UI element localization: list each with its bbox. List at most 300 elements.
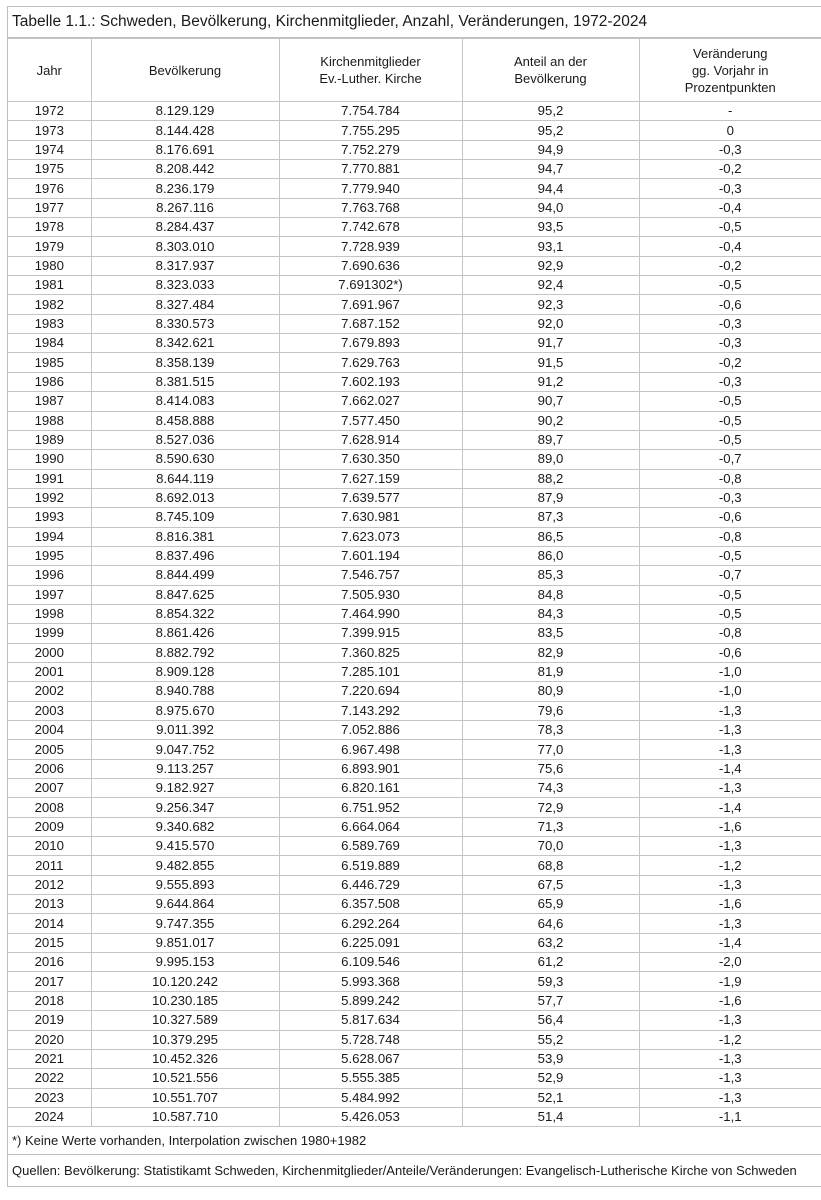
cell-year: 2005 [8,740,91,759]
cell-share: 94,9 [462,140,639,159]
cell-share: 88,2 [462,469,639,488]
cell-church-members: 7.728.939 [279,237,462,256]
table-row [8,624,821,643]
cell-population: 9.256.347 [91,798,279,817]
cell-year: 2019 [8,1011,91,1030]
cell-share: 86,0 [462,546,639,565]
cell-church-members: 6.967.498 [279,740,462,759]
cell-change: -0,5 [639,411,821,430]
cell-church-members: 6.357.508 [279,895,462,914]
cell-year: 2023 [8,1088,91,1107]
cell-church-members: 7.360.825 [279,643,462,662]
cell-population: 10.327.589 [91,1011,279,1030]
cell-year: 2013 [8,895,91,914]
cell-share: 77,0 [462,740,639,759]
cell-population: 8.861.426 [91,624,279,643]
cell-population: 8.129.129 [91,102,279,121]
cell-church-members: 7.577.450 [279,411,462,430]
cell-year: 1994 [8,527,91,546]
cell-church-members: 7.691302*) [279,276,462,295]
cell-change: -1,6 [639,817,821,836]
table-row [8,314,821,333]
cell-share: 95,2 [462,102,639,121]
cell-change: -1,2 [639,856,821,875]
cell-share: 53,9 [462,1049,639,1068]
cell-change: -0,5 [639,430,821,449]
cell-share: 51,4 [462,1107,639,1126]
cell-church-members: 7.628.914 [279,430,462,449]
cell-church-members: 7.629.763 [279,353,462,372]
cell-change: -0,4 [639,237,821,256]
cell-share: 87,3 [462,508,639,527]
table-row [8,875,821,894]
table-row [8,779,821,798]
cell-year: 1978 [8,218,91,237]
cell-share: 92,9 [462,256,639,275]
table-row [8,817,821,836]
cell-population: 8.909.128 [91,662,279,681]
cell-population: 8.940.788 [91,682,279,701]
cell-population: 8.847.625 [91,585,279,604]
cell-population: 8.330.573 [91,314,279,333]
cell-change: -0,7 [639,450,821,469]
table-row [8,198,821,217]
table-row [8,914,821,933]
cell-year: 2021 [8,1049,91,1068]
header-row [8,39,821,102]
cell-change: -1,3 [639,1069,821,1088]
cell-year: 2022 [8,1069,91,1088]
cell-share: 92,4 [462,276,639,295]
cell-change: -0,3 [639,140,821,159]
cell-share: 90,2 [462,411,639,430]
cell-change: -0,5 [639,218,821,237]
cell-change: -0,8 [639,624,821,643]
cell-church-members: 7.630.350 [279,450,462,469]
table-row [8,411,821,430]
table-row [8,508,821,527]
header-line: Veränderung [693,45,768,61]
column-header-change [639,39,821,102]
cell-share: 82,9 [462,643,639,662]
cell-share: 71,3 [462,817,639,836]
cell-church-members: 5.728.748 [279,1030,462,1049]
table-row [8,353,821,372]
cell-change: -1,3 [639,1049,821,1068]
cell-year: 1997 [8,585,91,604]
cell-share: 70,0 [462,837,639,856]
table-row [8,1107,821,1126]
cell-population: 8.176.691 [91,140,279,159]
column-header-population [91,39,279,102]
cell-share: 72,9 [462,798,639,817]
cell-change: -1,4 [639,798,821,817]
cell-year: 2014 [8,914,91,933]
table-row [8,160,821,179]
cell-church-members: 7.220.694 [279,682,462,701]
cell-population: 8.144.428 [91,121,279,140]
cell-change: -1,1 [639,1107,821,1126]
cell-share: 94,0 [462,198,639,217]
cell-church-members: 7.687.152 [279,314,462,333]
cell-change: -1,4 [639,759,821,778]
cell-share: 92,3 [462,295,639,314]
cell-church-members: 7.752.279 [279,140,462,159]
cell-year: 1979 [8,237,91,256]
cell-year: 2004 [8,721,91,740]
table-row [8,837,821,856]
cell-church-members: 7.742.678 [279,218,462,237]
cell-change: -1,0 [639,662,821,681]
cell-population: 9.047.752 [91,740,279,759]
cell-church-members: 5.555.385 [279,1069,462,1088]
cell-year: 2017 [8,972,91,991]
header-line: Bevölkerung [514,71,587,86]
cell-year: 2024 [8,1107,91,1126]
cell-population: 10.452.326 [91,1049,279,1068]
cell-church-members: 7.602.193 [279,372,462,391]
table-row [8,1011,821,1030]
cell-year: 1976 [8,179,91,198]
cell-share: 94,7 [462,160,639,179]
table-row [8,682,821,701]
cell-population: 8.323.033 [91,276,279,295]
cell-population: 9.415.570 [91,837,279,856]
table-row [8,740,821,759]
cell-year: 1987 [8,392,91,411]
cell-share: 85,3 [462,566,639,585]
cell-church-members: 7.763.768 [279,198,462,217]
cell-share: 52,9 [462,1069,639,1088]
cell-church-members: 7.679.893 [279,334,462,353]
cell-change: 0 [639,121,821,140]
cell-year: 2001 [8,662,91,681]
cell-year: 1981 [8,276,91,295]
cell-year: 1983 [8,314,91,333]
cell-change: -1,3 [639,1088,821,1107]
table-row [8,701,821,720]
cell-year: 1985 [8,353,91,372]
cell-change: -0,6 [639,508,821,527]
cell-church-members: 7.143.292 [279,701,462,720]
column-header-share [462,39,639,102]
cell-population: 9.482.855 [91,856,279,875]
cell-population: 9.995.153 [91,953,279,972]
cell-change: -0,5 [639,604,821,623]
table-row [8,140,821,159]
table-row [8,546,821,565]
cell-church-members: 6.225.091 [279,933,462,952]
cell-population: 8.303.010 [91,237,279,256]
cell-change: -0,3 [639,372,821,391]
table-body [8,102,821,1127]
cell-share: 91,5 [462,353,639,372]
cell-population: 8.975.670 [91,701,279,720]
cell-year: 1984 [8,334,91,353]
cell-change: -1,3 [639,701,821,720]
cell-year: 2010 [8,837,91,856]
cell-year: 2016 [8,953,91,972]
table-row [8,450,821,469]
cell-change: -0,4 [639,198,821,217]
cell-change: -1,4 [639,933,821,952]
cell-church-members: 6.292.264 [279,914,462,933]
cell-share: 59,3 [462,972,639,991]
cell-change: -0,5 [639,392,821,411]
cell-change: -0,5 [639,276,821,295]
table-row [8,179,821,198]
cell-change: -1,9 [639,972,821,991]
cell-population: 9.182.927 [91,779,279,798]
table-row [8,566,821,585]
cell-share: 74,3 [462,779,639,798]
cell-church-members: 7.052.886 [279,721,462,740]
cell-share: 65,9 [462,895,639,914]
cell-share: 61,2 [462,953,639,972]
table-row [8,392,821,411]
cell-population: 8.342.621 [91,334,279,353]
cell-population: 9.747.355 [91,914,279,933]
cell-year: 1991 [8,469,91,488]
cell-church-members: 7.623.073 [279,527,462,546]
cell-share: 63,2 [462,933,639,952]
table-row [8,856,821,875]
cell-change: -1,2 [639,1030,821,1049]
cell-change: -1,3 [639,875,821,894]
cell-church-members: 5.993.368 [279,972,462,991]
cell-church-members: 7.770.881 [279,160,462,179]
cell-population: 8.381.515 [91,372,279,391]
cell-share: 93,5 [462,218,639,237]
cell-population: 8.236.179 [91,179,279,198]
cell-change: -1,3 [639,914,821,933]
cell-church-members: 7.662.027 [279,392,462,411]
cell-share: 52,1 [462,1088,639,1107]
cell-change: -0,8 [639,527,821,546]
cell-population: 9.644.864 [91,895,279,914]
cell-share: 86,5 [462,527,639,546]
cell-population: 8.414.083 [91,392,279,411]
cell-population: 8.837.496 [91,546,279,565]
cell-year: 1995 [8,546,91,565]
table-row [8,643,821,662]
table-row [8,662,821,681]
cell-change: -0,3 [639,334,821,353]
cell-share: 89,0 [462,450,639,469]
table-row [8,604,821,623]
table-row [8,759,821,778]
cell-year: 2015 [8,933,91,952]
cell-change: -0,5 [639,546,821,565]
cell-church-members: 5.817.634 [279,1011,462,1030]
cell-share: 89,7 [462,430,639,449]
table-row [8,991,821,1010]
cell-year: 1998 [8,604,91,623]
table-row [8,721,821,740]
cell-church-members: 7.779.940 [279,179,462,198]
cell-church-members: 6.820.161 [279,779,462,798]
cell-church-members: 6.109.546 [279,953,462,972]
header-line: Kirchenmitglieder [320,54,421,69]
table-row [8,102,821,121]
cell-share: 67,5 [462,875,639,894]
table-row [8,488,821,507]
cell-share: 91,7 [462,334,639,353]
cell-share: 79,6 [462,701,639,720]
table-row [8,798,821,817]
cell-population: 9.555.893 [91,875,279,894]
cell-church-members: 7.464.990 [279,604,462,623]
cell-church-members: 7.505.930 [279,585,462,604]
cell-church-members: 7.601.194 [279,546,462,565]
cell-year: 1977 [8,198,91,217]
cell-change: -0,7 [639,566,821,585]
cell-population: 8.527.036 [91,430,279,449]
table-row [8,237,821,256]
cell-share: 93,1 [462,237,639,256]
cell-change: -0,5 [639,585,821,604]
cell-share: 90,7 [462,392,639,411]
table-row [8,972,821,991]
cell-year: 1993 [8,508,91,527]
cell-church-members: 7.691.967 [279,295,462,314]
cell-year: 2009 [8,817,91,836]
cell-share: 95,2 [462,121,639,140]
cell-church-members: 5.899.242 [279,991,462,1010]
cell-change: -0,3 [639,314,821,333]
table-row [8,1069,821,1088]
cell-share: 81,9 [462,662,639,681]
cell-year: 1982 [8,295,91,314]
cell-change: -0,3 [639,179,821,198]
cell-change: -0,8 [639,469,821,488]
table-row [8,1030,821,1049]
cell-population: 8.327.484 [91,295,279,314]
cell-change: -1,6 [639,991,821,1010]
cell-population: 10.551.707 [91,1088,279,1107]
cell-church-members: 7.639.577 [279,488,462,507]
header-line: Anteil an der [514,54,587,69]
cell-population: 8.844.499 [91,566,279,585]
cell-population: 10.587.710 [91,1107,279,1126]
header-line: Ev.-Luther. Kirche [319,71,422,86]
cell-population: 8.882.792 [91,643,279,662]
cell-change: -1,3 [639,837,821,856]
table-row [8,276,821,295]
cell-population: 10.379.295 [91,1030,279,1049]
table-row [8,527,821,546]
cell-share: 56,4 [462,1011,639,1030]
cell-year: 1988 [8,411,91,430]
cell-change: -1,3 [639,779,821,798]
cell-church-members: 6.751.952 [279,798,462,817]
table-row [8,121,821,140]
cell-year: 2020 [8,1030,91,1049]
cell-year: 2003 [8,701,91,720]
header-line: Prozentpunkten [684,79,776,95]
cell-population: 8.358.139 [91,353,279,372]
column-header-church-members [279,39,462,102]
cell-year: 2002 [8,682,91,701]
cell-population: 8.816.381 [91,527,279,546]
data-table [8,38,821,1127]
header-line: Jahr [36,62,62,78]
cell-church-members: 7.285.101 [279,662,462,681]
cell-church-members: 5.426.053 [279,1107,462,1126]
cell-population: 9.340.682 [91,817,279,836]
cell-church-members: 6.589.769 [279,837,462,856]
cell-population: 8.208.442 [91,160,279,179]
cell-population: 8.458.888 [91,411,279,430]
cell-year: 1990 [8,450,91,469]
cell-share: 84,8 [462,585,639,604]
cell-church-members: 5.628.067 [279,1049,462,1068]
cell-share: 84,3 [462,604,639,623]
cell-share: 94,4 [462,179,639,198]
table-row [8,372,821,391]
cell-year: 1972 [8,102,91,121]
source-note: Quellen: Bevölkerung: Statistikamt Schweden, Kirchenmitglieder/Anteile/Veränderungen: Evangelisch-Lutherische Kirche von Schweden [12,1163,797,1179]
cell-population: 9.011.392 [91,721,279,740]
cell-share: 80,9 [462,682,639,701]
table-row [8,334,821,353]
footnote: *) Keine Werte vorhanden, Interpolation zwischen 1980+1982 [8,1127,821,1155]
cell-share: 83,5 [462,624,639,643]
cell-population: 8.644.119 [91,469,279,488]
cell-year: 2008 [8,798,91,817]
cell-year: 2012 [8,875,91,894]
cell-year: 1974 [8,140,91,159]
cell-change: -0,6 [639,643,821,662]
cell-church-members: 7.755.295 [279,121,462,140]
cell-population: 8.590.630 [91,450,279,469]
header-line: Bevölkerung [148,62,222,78]
cell-share: 91,2 [462,372,639,391]
cell-population: 10.521.556 [91,1069,279,1088]
cell-church-members: 7.630.981 [279,508,462,527]
cell-population: 9.851.017 [91,933,279,952]
cell-year: 1999 [8,624,91,643]
cell-change: -0,2 [639,160,821,179]
cell-population: 8.692.013 [91,488,279,507]
table-row [8,295,821,314]
cell-change: -1,0 [639,682,821,701]
cell-year: 1973 [8,121,91,140]
table-row [8,953,821,972]
cell-share: 87,9 [462,488,639,507]
cell-population: 8.854.322 [91,604,279,623]
cell-population: 10.230.185 [91,991,279,1010]
cell-year: 1992 [8,488,91,507]
table-row [8,933,821,952]
table-row [8,218,821,237]
cell-share: 75,6 [462,759,639,778]
cell-population: 8.317.937 [91,256,279,275]
column-header-year [8,39,91,102]
cell-year: 1975 [8,160,91,179]
cell-share: 92,0 [462,314,639,333]
table-frame [7,6,821,1187]
header-line: gg. Vorjahr in [691,62,769,78]
cell-change: -0,6 [639,295,821,314]
cell-church-members: 6.893.901 [279,759,462,778]
cell-population: 8.267.116 [91,198,279,217]
table-row [8,469,821,488]
cell-church-members: 5.484.992 [279,1088,462,1107]
cell-change: -2,0 [639,953,821,972]
table-row [8,895,821,914]
cell-share: 57,7 [462,991,639,1010]
